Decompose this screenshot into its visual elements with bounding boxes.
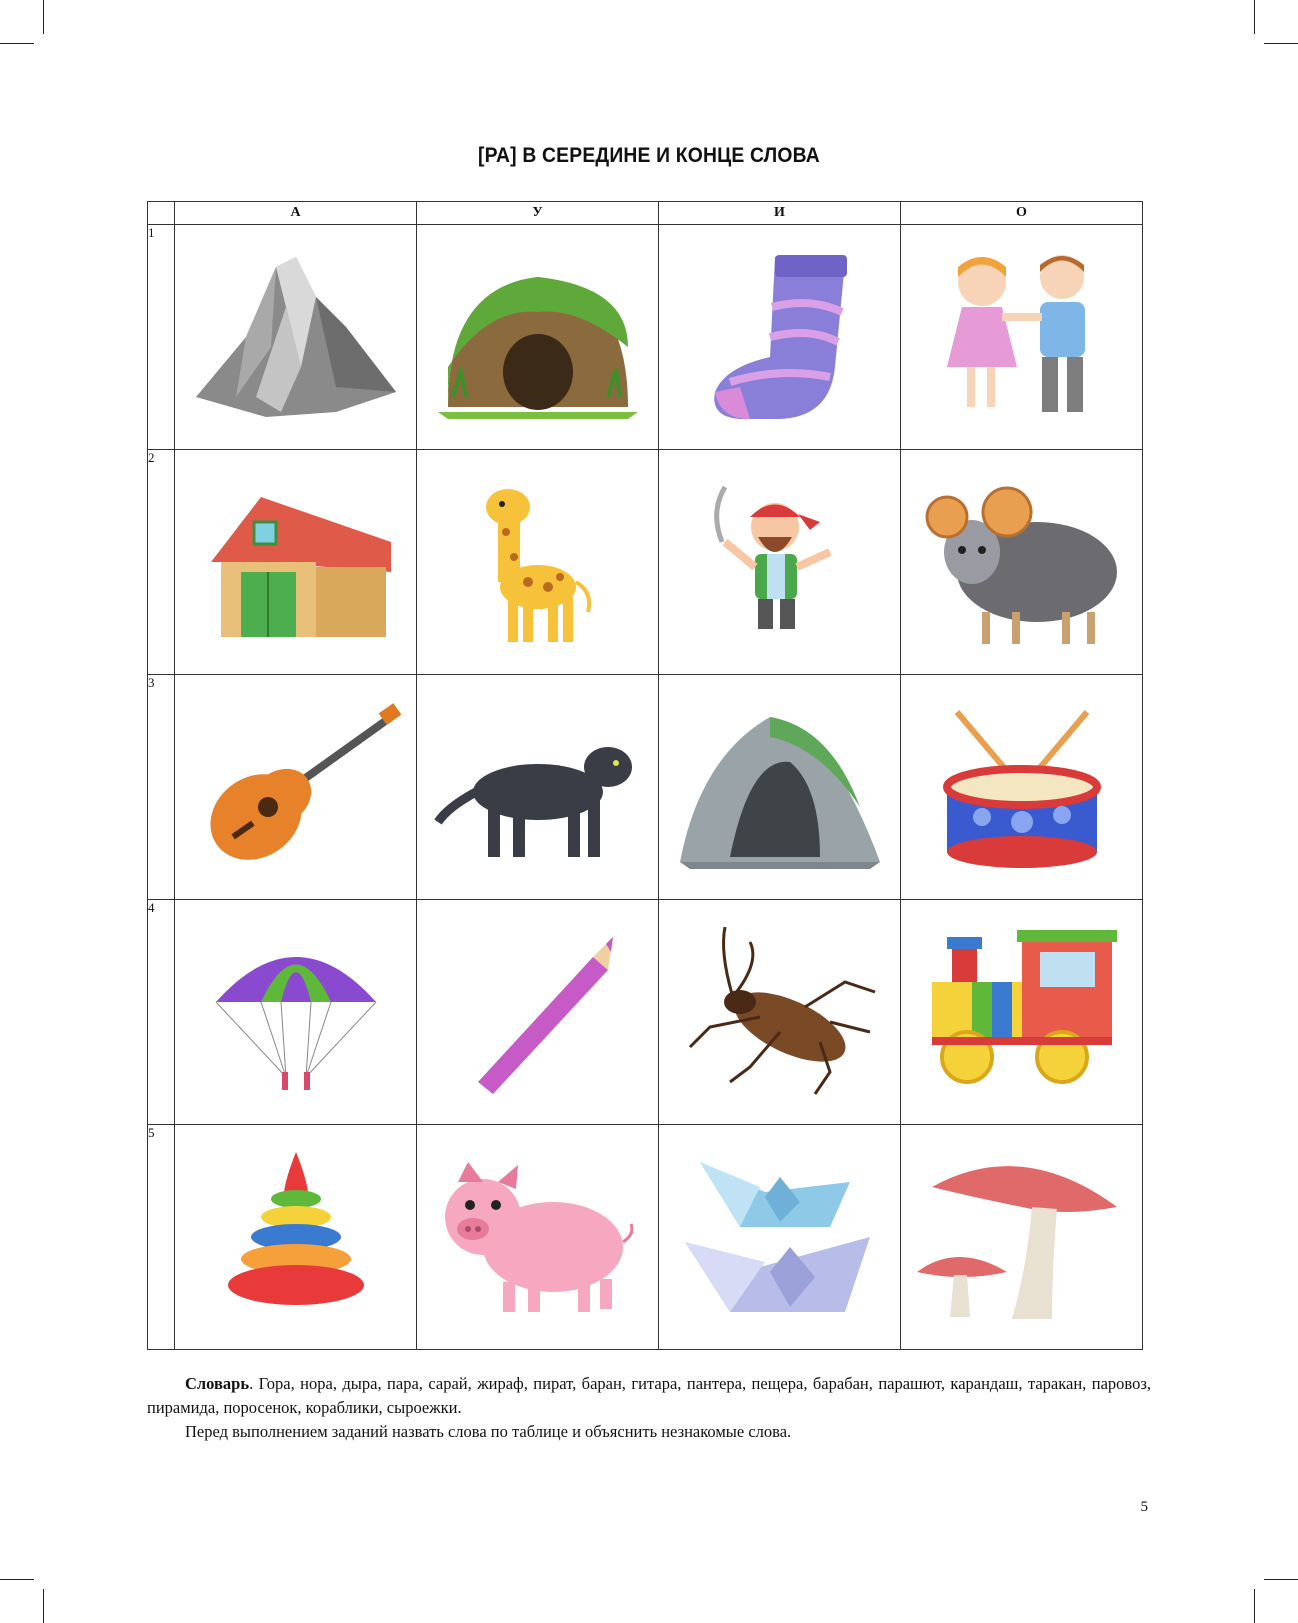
vocabulary-paragraph: [147, 1372, 1151, 1420]
crop-mark: [0, 43, 34, 44]
parachute-picture: [186, 922, 406, 1102]
table-row: [148, 1125, 1143, 1350]
vocabulary-label: Словарь: [185, 1374, 250, 1393]
table-row: [148, 450, 1143, 675]
picture-cell: [175, 225, 417, 450]
picture-cell: [175, 675, 417, 900]
cockroach-picture: [670, 922, 890, 1102]
column-header: И: [659, 202, 901, 225]
giraffe-picture: [428, 472, 648, 652]
crop-mark: [1254, 1589, 1255, 1623]
table-row: [148, 900, 1143, 1125]
vocabulary-block: [147, 1372, 1151, 1444]
guitar-picture: [186, 697, 406, 877]
picture-cell: [417, 225, 659, 450]
locomotive-picture: [912, 922, 1132, 1102]
crop-mark: [1264, 43, 1298, 44]
pirate-picture: [670, 472, 890, 652]
column-header: У: [417, 202, 659, 225]
panther-picture: [428, 697, 648, 877]
picture-cell: [417, 900, 659, 1125]
sock-picture: [670, 247, 890, 427]
mountain-picture: [186, 247, 406, 427]
column-header: О: [901, 202, 1143, 225]
pyramid-toy-picture: [186, 1147, 406, 1327]
corner-cell: [148, 202, 175, 225]
piglet-picture: [428, 1147, 648, 1327]
picture-cell: [901, 225, 1143, 450]
cave-picture: [670, 697, 890, 877]
picture-cell: [659, 1125, 901, 1350]
picture-cell: [417, 675, 659, 900]
paper-boats-picture: [670, 1147, 890, 1327]
vocabulary-text: . Гора, нора, дыра, пара, сарай, жираф, пират, баран, гитара, пантера, пещера, барабан, парашют, карандаш, таракан, паровоз, пирамида, поросенок, кораблики, сыроежки.: [147, 1374, 1151, 1417]
page-number: 5: [1140, 1499, 1148, 1515]
row-number: 5: [148, 1125, 175, 1350]
picture-cell: [901, 1125, 1143, 1350]
picture-cell: [417, 450, 659, 675]
picture-cell: [175, 450, 417, 675]
row-number: 3: [148, 675, 175, 900]
crop-mark: [43, 1589, 44, 1623]
burrow-picture: [428, 247, 648, 427]
drum-picture: [912, 697, 1132, 877]
crop-mark: [43, 0, 44, 34]
picture-cell: [417, 1125, 659, 1350]
picture-cell: [659, 675, 901, 900]
picture-cell: [659, 900, 901, 1125]
row-number: 4: [148, 900, 175, 1125]
table-header-row: [148, 202, 1143, 225]
picture-cell: [901, 450, 1143, 675]
ram-picture: [912, 472, 1132, 652]
pencil-picture: [428, 922, 648, 1102]
table-row: [148, 675, 1143, 900]
picture-cell: [659, 450, 901, 675]
table-row: [148, 225, 1143, 450]
picture-cell: [901, 900, 1143, 1125]
dancing-pair-picture: [912, 247, 1132, 427]
barn-picture: [186, 472, 406, 652]
picture-table: [147, 201, 1143, 1350]
row-number: 1: [148, 225, 175, 450]
picture-cell: [659, 225, 901, 450]
row-number: 2: [148, 450, 175, 675]
crop-mark: [1254, 0, 1255, 34]
column-header: А: [175, 202, 417, 225]
picture-cell: [901, 675, 1143, 900]
mushrooms-picture: [912, 1147, 1132, 1327]
page-title: [РА] В СЕРЕДИНЕ И КОНЦЕ СЛОВА: [478, 144, 820, 167]
crop-mark: [1264, 1579, 1298, 1580]
picture-cell: [175, 900, 417, 1125]
crop-mark: [0, 1579, 34, 1580]
picture-cell: [175, 1125, 417, 1350]
instruction-text: Перед выполнением заданий назвать слова по таблице и объяснить незнакомые слова.: [185, 1422, 792, 1441]
